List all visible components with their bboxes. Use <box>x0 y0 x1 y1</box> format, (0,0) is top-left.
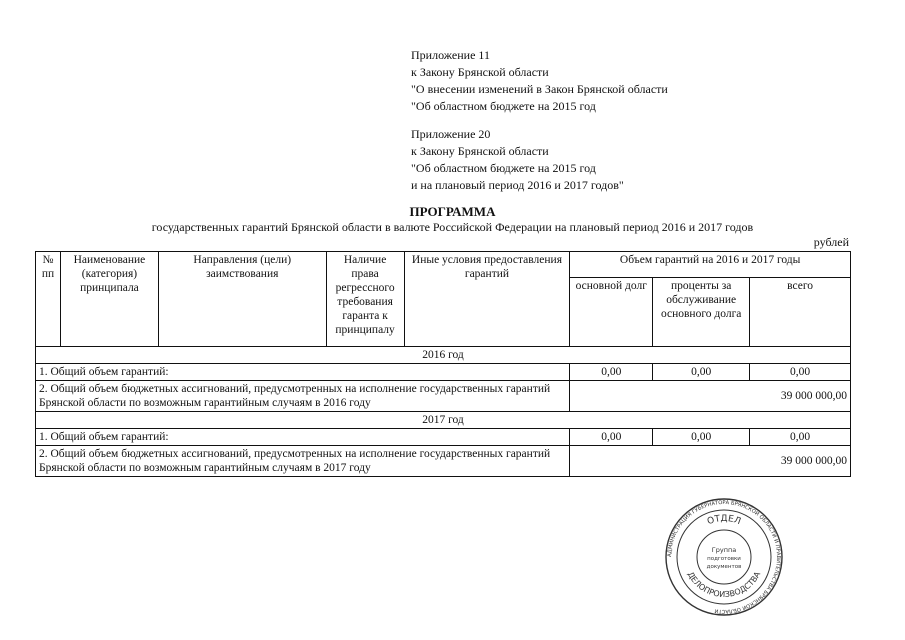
appendix-20-line3: "Об областном бюджете на 2015 год <box>411 161 596 175</box>
appendix-20-header <box>411 126 624 194</box>
allocations-total-2017: 39 000 000,00 <box>570 446 851 477</box>
total-guarantees-label-2017: 1. Общий объем гарантий: <box>36 429 570 446</box>
header-total: всего <box>750 278 851 347</box>
appendix-11-line1: Приложение 11 <box>411 48 490 62</box>
header-volume-group: Объем гарантий на 2016 и 2017 годы <box>570 252 851 278</box>
stamp-outer-text: АДМИНИСТРАЦИЯ ГУБЕРНАТОРА БРЯНСКОЙ ОБЛАСТИ И ПРАВИТЕЛЬСТВА БРЯНСКОЙ ОБЛАСТИ <box>666 499 782 615</box>
header-regress: Наличие права регрессного требования гаранта к принципалу <box>326 252 404 347</box>
interest-2017: 0,00 <box>653 429 750 446</box>
year-row-2017: 2017 год <box>36 412 851 429</box>
appendix-11-line4: "Об областном бюджете на 2015 год <box>411 99 596 113</box>
appendix-20-line4: и на плановый период 2016 и 2017 годов" <box>411 178 624 192</box>
allocations-label-2016: 2. Общий объем бюджетных ассигнований, предусмотренных на исполнение государственных гарантий Брянской области по возможным гарантийным случаям в 2016 году <box>36 381 570 412</box>
total-guarantees-label-2016: 1. Общий объем гарантий: <box>36 364 570 381</box>
document-title: ПРОГРАММА <box>409 204 496 219</box>
appendix-11-line3: "О внесении изменений в Закон Брянской области <box>411 82 668 96</box>
appendix-20-line1: Приложение 20 <box>411 127 491 141</box>
allocations-label-2017: 2. Общий объем бюджетных ассигнований, предусмотренных на исполнение государственных гарантий Брянской области по возможным гарантийным случаям в 2017 году <box>36 446 570 477</box>
allocations-total-2016: 39 000 000,00 <box>570 381 851 412</box>
main-debt-2017: 0,00 <box>570 429 653 446</box>
header-other-conditions: Иные условия предоставления гарантий <box>404 252 570 347</box>
appendix-11-line2: к Закону Брянской области <box>411 65 549 79</box>
header-main-debt: основной долг <box>570 278 653 347</box>
stamp-center-line1: Группа <box>711 546 737 554</box>
stamp-center-line2: подготовки <box>707 556 741 562</box>
stamp-center-line3: документов <box>706 564 742 570</box>
total-2016: 0,00 <box>750 364 851 381</box>
office-stamp <box>664 497 784 617</box>
total-2017: 0,00 <box>750 429 851 446</box>
interest-2016: 0,00 <box>653 364 750 381</box>
stamp-inner-top: ОТДЕЛ <box>706 513 742 528</box>
document-subtitle: государственных гарантий Брянской области в валюте Российской Федерации на плановый период 2016 и 2017 годов <box>151 220 754 234</box>
header-num: № пп <box>36 252 61 347</box>
appendix-20-line2: к Закону Брянской области <box>411 144 549 158</box>
header-interest: проценты за обслуживание основного долга <box>653 278 750 347</box>
appendix-11-header <box>411 47 668 115</box>
main-debt-2016: 0,00 <box>570 364 653 381</box>
stamp-inner-bottom: ДЕЛОПРОИЗВОДСТВА <box>685 570 763 600</box>
header-principal: Наименование (категория) принципала <box>60 252 158 347</box>
units-label: рублей <box>813 235 849 249</box>
guarantees-table <box>35 251 851 477</box>
header-purpose: Направления (цели) заимствования <box>158 252 326 347</box>
year-row-2016: 2016 год <box>36 347 851 364</box>
